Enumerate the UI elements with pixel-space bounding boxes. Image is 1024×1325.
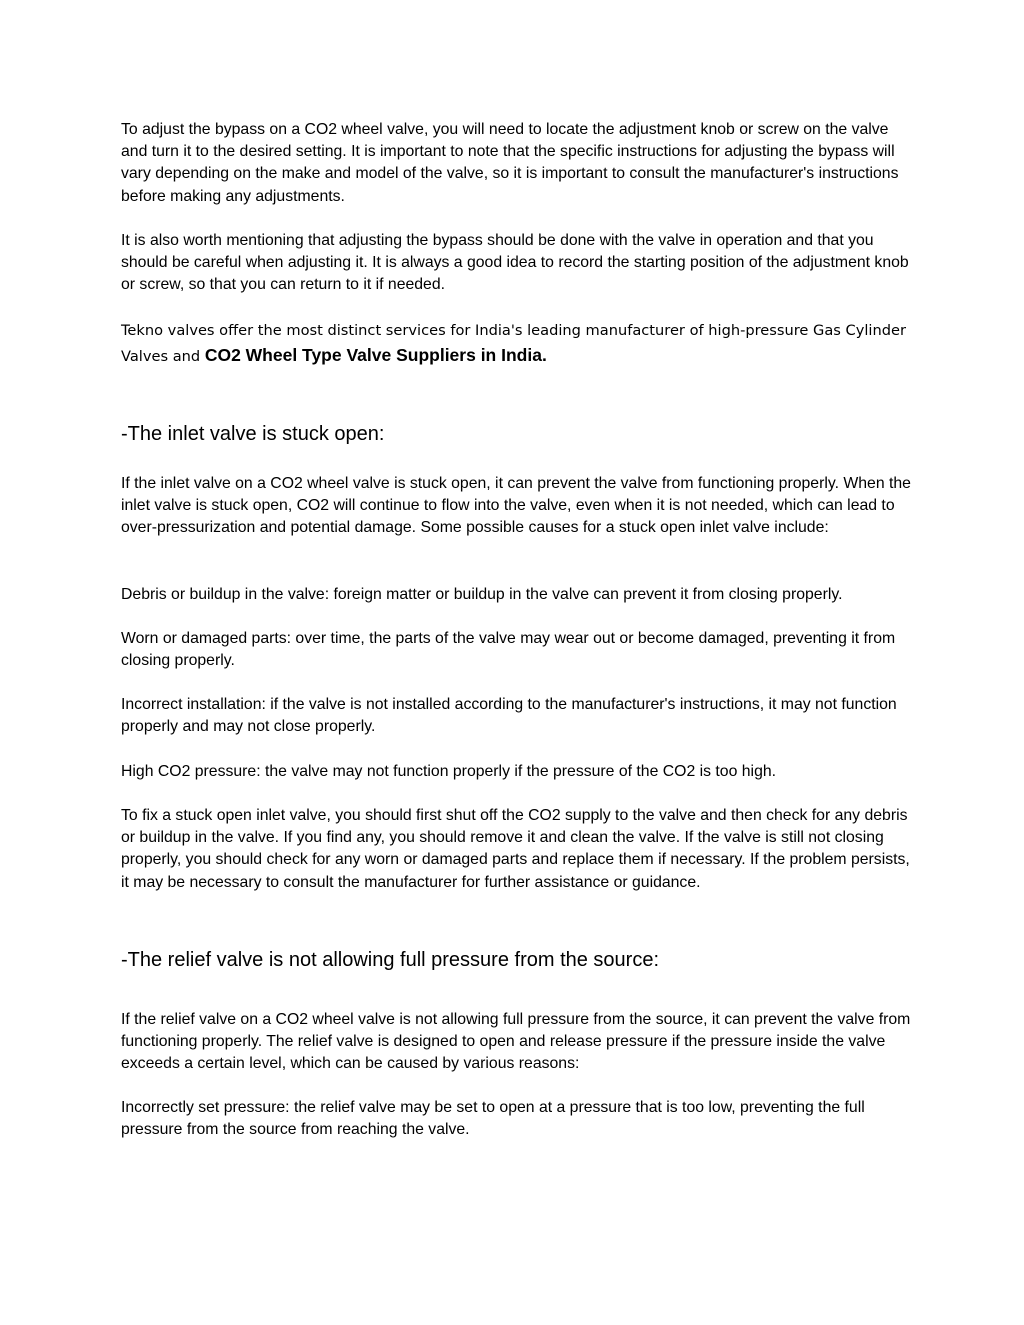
cause-incorrectly-set-pressure: Incorrectly set pressure: the relief valve may be set to open at a pressure that is too low, preventing the full pressure from the source from reaching the valve.: [121, 1099, 865, 1139]
section-heading-relief: -The relief valve is not allowing full pressure from the source:: [121, 949, 660, 971]
promo-highlight: CO2 Wheel Type Valve Suppliers in India.: [204, 345, 547, 365]
cause-worn-parts: Worn or damaged parts: over time, the parts of the valve may wear out or become damaged, preventing it from closing properly.: [121, 630, 896, 670]
relief-intro-paragraph: If the relief valve on a CO2 wheel valve is not allowing full pressure from the source, it can prevent the valve from functioning properly. The relief valve is designed to open and release pressure if the pressure inside the valve exceeds a certain level, which can be caused by various reasons:: [121, 1011, 911, 1073]
promo-paragraph: [121, 319, 911, 369]
cause-debris: Debris or buildup in the valve: foreign matter or buildup in the valve can prevent it from closing properly.: [121, 586, 843, 603]
section-heading-inlet: -The inlet valve is stuck open:: [121, 423, 385, 445]
promo-text: Tekno valves offer the most distinct services for India's leading manufacturer of high-pressure Gas Cylinder Valves and: [121, 322, 906, 365]
inlet-fix-paragraph: To fix a stuck open inlet valve, you should first shut off the CO2 supply to the valve and then check for any debris or buildup in the valve. If you find any, you should remove it and clean the valve. If the valve is still not closing properly, you should check for any worn or damaged parts and replace them if necessary. If the problem persists, it may be necessary to consult the manufacturer for further assistance or guidance.: [121, 807, 910, 891]
cause-incorrect-installation: Incorrect installation: if the valve is not installed according to the manufacturer's instructions, it may not function properly and may not close properly.: [121, 696, 897, 736]
intro-paragraph-1: To adjust the bypass on a CO2 wheel valve, you will need to locate the adjustment knob or screw on the valve and turn it to the desired setting. It is important to note that the specific instructions for adjusting the bypass will vary depending on the make and model of the valve, so it is important to consult the manufacturer's instructions before making any adjustments.: [121, 121, 899, 205]
intro-paragraph-2: It is also worth mentioning that adjusting the bypass should be done with the valve in operation and that you should be careful when adjusting it. It is always a good idea to record the starting position of the adjustment knob or screw, so that you can return to it if needed.: [121, 232, 909, 294]
cause-high-pressure: High CO2 pressure: the valve may not function properly if the pressure of the CO2 is too high.: [121, 763, 777, 780]
inlet-intro-paragraph: If the inlet valve on a CO2 wheel valve is stuck open, it can prevent the valve from functioning properly. When the inlet valve is stuck open, CO2 will continue to flow into the valve, even when it is not needed, which can lead to over-pressurization and potential damage. Some possible causes for a stuck open inlet valve include:: [121, 475, 911, 537]
